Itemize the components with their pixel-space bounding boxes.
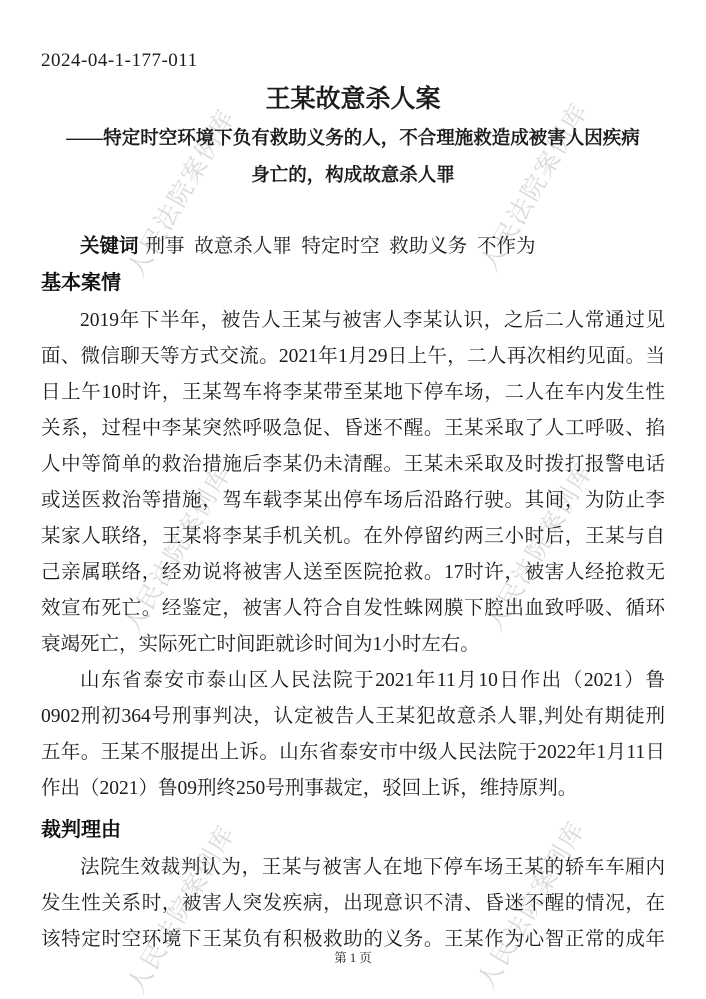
text-line: 发生性关系时，被害人突发疾病，出现意识不清、昏迷不醒的情况，在 (41, 893, 665, 914)
text-line: 某家人联络，王某将李某手机关机。在外停留约两三小时后，王某与自 (41, 526, 665, 547)
text-line: 法院生效裁判认为，王某与被害人在地下停车场王某的轿车车厢内 (80, 857, 665, 878)
paragraph-judgment-history (41, 663, 665, 807)
watermark-text: 人民法院案例库 (473, 816, 592, 994)
text-line: 作出（2021）鲁09刑终250号刑事裁定，驳回上诉，维持原判。 (41, 778, 578, 799)
case-subtitle-line-1: ——特定时空环境下负有救助义务的人，不合理施救造成被害人因疾病 (66, 129, 640, 149)
case-reference-number: 2024-04-1-177-011 (41, 50, 198, 71)
paragraph-ruling-reason (41, 850, 665, 958)
text-line: 五年。王某不服提出上诉。山东省泰安市中级人民法院于2022年1月11日 (41, 742, 665, 763)
text-line: 己亲属联络，经劝说将被害人送至医院抢救。17时许，被害人经抢救无 (41, 562, 665, 583)
watermark-text: 人民法院案例库 (123, 104, 242, 282)
section-heading-ruling-reason: 裁判理由 (41, 819, 121, 841)
watermark-text: 人民法院案例库 (476, 98, 595, 276)
case-title: 王某故意杀人案 (265, 86, 441, 113)
text-line: 面、微信聊天等方式交流。2021年1月29日上午，二人再次相约见面。当 (41, 346, 665, 367)
text-line: 2019年下半年，被告人王某与被害人李某认识，之后二人常通过见 (80, 310, 665, 331)
watermark-text: 人民法院案例库 (481, 458, 600, 636)
text-line: 关系，过程中李某突然呼吸急促、昏迷不醒。王某采取了人工呼吸、掐 (41, 418, 665, 439)
text-line: 衰竭死亡，实际死亡时间距就诊时间为1小时左右。 (41, 634, 480, 655)
keywords-label: 关键词 (80, 235, 139, 257)
text-line: 日上午10时许，王某驾车将李某带至某地下停车场，二人在车内发生性 (41, 382, 665, 403)
text-line: 效宣布死亡。经鉴定，被害人符合自发性蛛网膜下腔出血致呼吸、循环 (41, 598, 665, 619)
text-line: 0902刑初364号刑事判决，认定被告人王某犯故意杀人罪,判处有期徒刑 (41, 706, 665, 727)
section-heading-basic-facts: 基本案情 (41, 272, 121, 294)
watermark-text: 人民法院案例库 (119, 460, 238, 638)
text-line: 人中等简单的救治措施后李某仍未清醒。王某未采取及时拨打报警电话 (41, 454, 665, 475)
text-line: 或送医救治等措施，驾车载李某出停车场后沿路行驶。其间，为防止李 (41, 490, 665, 511)
text-line: 该特定时空环境下王某负有积极救助的义务。王某作为心智正常的成年 (41, 929, 665, 950)
paragraph-basic-facts (41, 303, 665, 663)
keywords-terms: 刑事 故意杀人罪 特定时空 救助义务 不作为 (145, 236, 536, 257)
page-number: 第 1 页 (334, 951, 372, 965)
text-line: 山东省泰安市泰山区人民法院于2021年11月10日作出（2021）鲁 (80, 670, 665, 691)
watermark-text: 人民法院案例库 (123, 820, 242, 998)
case-subtitle (41, 121, 665, 195)
case-subtitle-line-2: 身亡的，构成故意杀人罪 (251, 166, 455, 186)
keywords-row (41, 233, 665, 260)
